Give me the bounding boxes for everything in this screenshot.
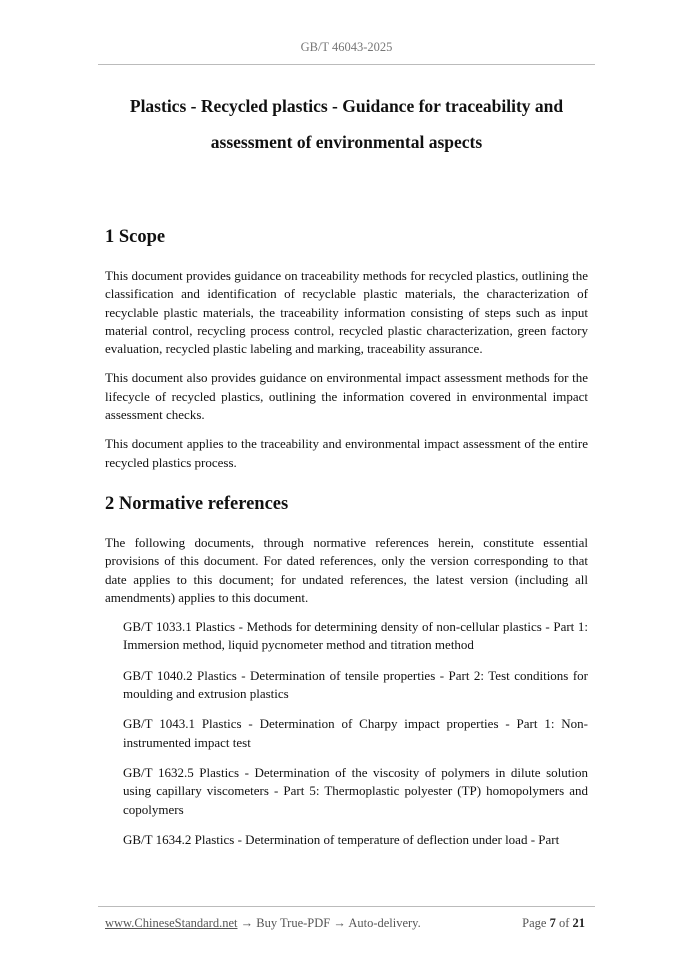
reference-item: GB/T 1632.5 Plastics - Determination of the viscosity of polymers in dilute solution using capillary viscometers - Part 5: Thermoplastic polyester (TP) homopolymers and copolymers [123, 764, 588, 817]
auto-delivery-text: Auto-delivery. [348, 916, 421, 930]
section-heading-scope: 1 Scope [105, 227, 166, 247]
document-body [105, 225, 588, 861]
page-current: 7 [549, 916, 556, 930]
scope-paragraph: This document also provides guidance on environmental impact assessment methods for the lifecycle of recycled plastics, outlining the information covered in environmental impact assessment checks. [105, 370, 588, 423]
reference-item: GB/T 1634.2 Plastics - Determination of temperature of deflection under load - Part [123, 831, 560, 847]
header-divider [98, 64, 595, 65]
site-link[interactable]: www.ChineseStandard.net [105, 916, 238, 930]
reference-item: GB/T 1043.1 Plastics - Determination of Charpy impact properties - Part 1: Non-instrumented impact test [123, 716, 588, 750]
page-total: 21 [572, 916, 585, 930]
arrow-right-icon: → [240, 916, 254, 930]
document-title-line-1: Plastics - Recycled plastics - Guidance for traceability and [129, 96, 564, 116]
buy-true-pdf-link[interactable]: Buy True-PDF [256, 916, 331, 930]
scope-paragraph: This document applies to the traceability and environmental impact assessment of the entire recycled plastics process. [105, 436, 588, 470]
document-title [60, 88, 633, 160]
document-title-line-2: assessment of environmental aspects [210, 132, 483, 152]
footer-links [105, 916, 421, 931]
page-number [522, 916, 585, 931]
page-of-label: of [558, 916, 570, 930]
footer-divider [98, 906, 595, 907]
section-heading-normative-references: 2 Normative references [105, 493, 289, 514]
reference-item: GB/T 1033.1 Plastics - Methods for determining density of non-cellular plastics - Part 1: Immersion method, liquid pycnometer method and titration method [123, 619, 588, 653]
scope-paragraph: This document provides guidance on traceability methods for recycled plastics, outlining the classification and identification of recyclable plastic materials, the characterization of recyclable plastic materials, the traceability information consisting of steps such as input material control, recycling process control, recycled plastic characterization, green factory evaluation, recycled plastic labeling and marking, traceability assurance. [105, 268, 588, 357]
page-label: Page [522, 916, 547, 930]
arrow-right-icon: → [333, 916, 346, 930]
reference-item: GB/T 1040.2 Plastics - Determination of tensile properties - Part 2: Test conditions for moulding and extrusion plastics [123, 667, 588, 702]
normative-intro-paragraph: The following documents, through normative references herein, constitute essential provisions of this document. For dated references, only the version corresponding to that date applies to this document; for undated references, the latest version (including all amendments) applies to this document. [105, 534, 588, 605]
running-header: GB/T 46043-2025 [300, 40, 393, 54]
